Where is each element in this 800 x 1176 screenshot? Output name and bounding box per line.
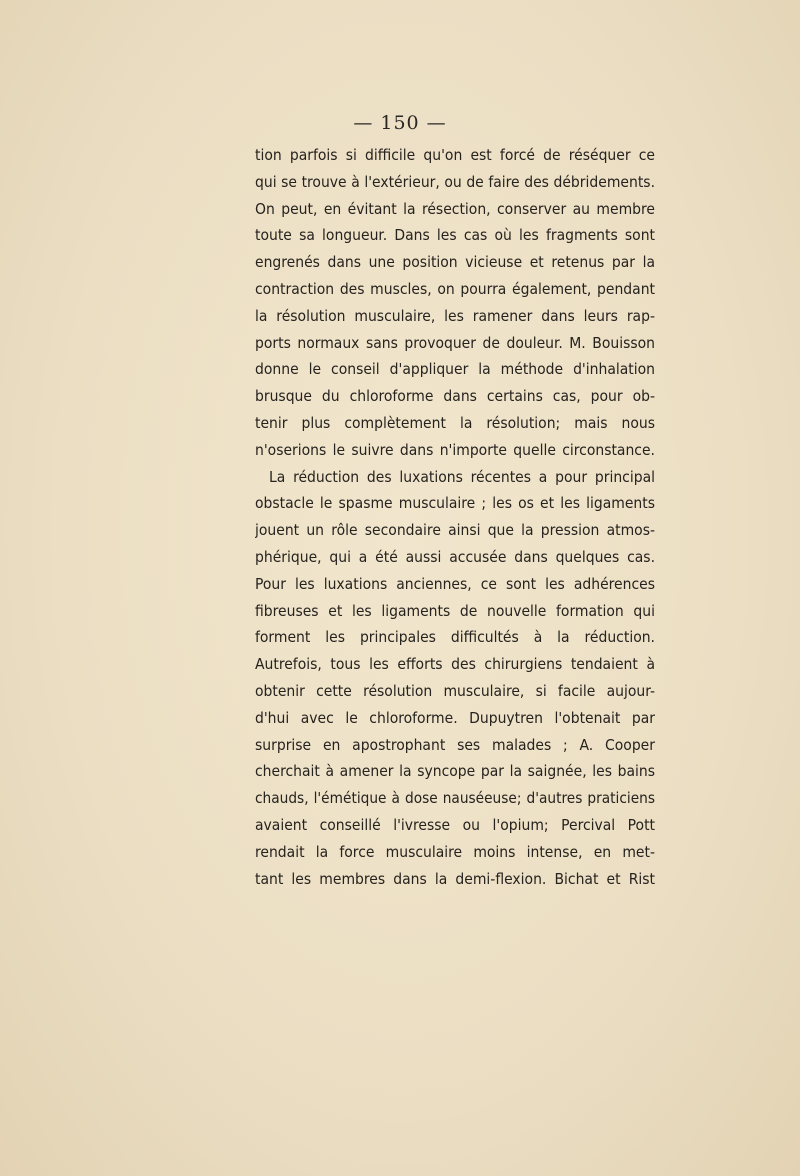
text-line: brusque du chloroforme dans certains cas, pour ob- — [255, 387, 655, 406]
text-line: rendait la force musculaire moins intense, en met- — [255, 842, 655, 861]
text-line: surprise en apostrophant ses malades ; A. Cooper — [255, 735, 655, 754]
page-number: — 150 — — [353, 112, 447, 134]
text-line: forment les principales difficultés à la réduction. — [255, 628, 655, 647]
text-line: d'hui avec le chloroforme. Dupuytren l'obtenait par — [255, 708, 655, 727]
text-line: fibreuses et les ligaments de nouvelle formation qui — [255, 601, 655, 620]
text-line: tion parfois si difficile qu'on est forcé de réséquer ce — [255, 146, 655, 164]
text-line: toute sa longueur. Dans les cas où les fragments sont — [255, 226, 655, 245]
body-text — [255, 142, 655, 892]
text-line: tenir plus complètement la résolution; mais nous — [255, 413, 655, 432]
text-line: obstacle le spasme musculaire ; les os et les ligaments — [255, 494, 655, 513]
text-line: obtenir cette résolution musculaire, si facile aujour- — [255, 681, 655, 700]
text-line: qui se trouve à l'extérieur, ou de faire des débridements. — [255, 172, 655, 191]
text-line: phérique, qui a été aussi accusée dans quelques cas. — [255, 547, 655, 566]
text-line: cherchait à amener la syncope par la saignée, les bains — [255, 762, 655, 781]
text-line: Autrefois, tous les efforts des chirurgiens tendaient à — [255, 655, 655, 674]
text-line: tant les membres dans la demi-flexion. Bichat et Rist — [255, 869, 655, 888]
text-line: contraction des muscles, on pourra également, pendant — [255, 279, 655, 298]
text-line: ports normaux sans provoquer de douleur. M. Bouisson — [255, 333, 655, 352]
text-line: la résolution musculaire, les ramener dans leurs rap- — [255, 306, 655, 325]
text-line: avaient conseillé l'ivresse ou l'opium; Percival Pott — [255, 815, 655, 834]
text-line: jouent un rôle secondaire ainsi que la pression atmos- — [255, 521, 655, 540]
text-line: engrenés dans une position vicieuse et retenus par la — [255, 253, 655, 272]
text-line: chauds, l'émétique à dose nauséeuse; d'autres praticiens — [255, 789, 655, 808]
text-line: On peut, en évitant la résection, conserver au membre — [255, 199, 655, 218]
text-line: La réduction des luxations récentes a pour principal — [269, 467, 655, 486]
text-line: n'oserions le suivre dans n'importe quelle circonstance. — [255, 440, 655, 459]
text-line: Pour les luxations anciennes, ce sont les adhérences — [255, 574, 655, 593]
text-line: donne le conseil d'appliquer la méthode d'inhalation — [255, 360, 655, 379]
